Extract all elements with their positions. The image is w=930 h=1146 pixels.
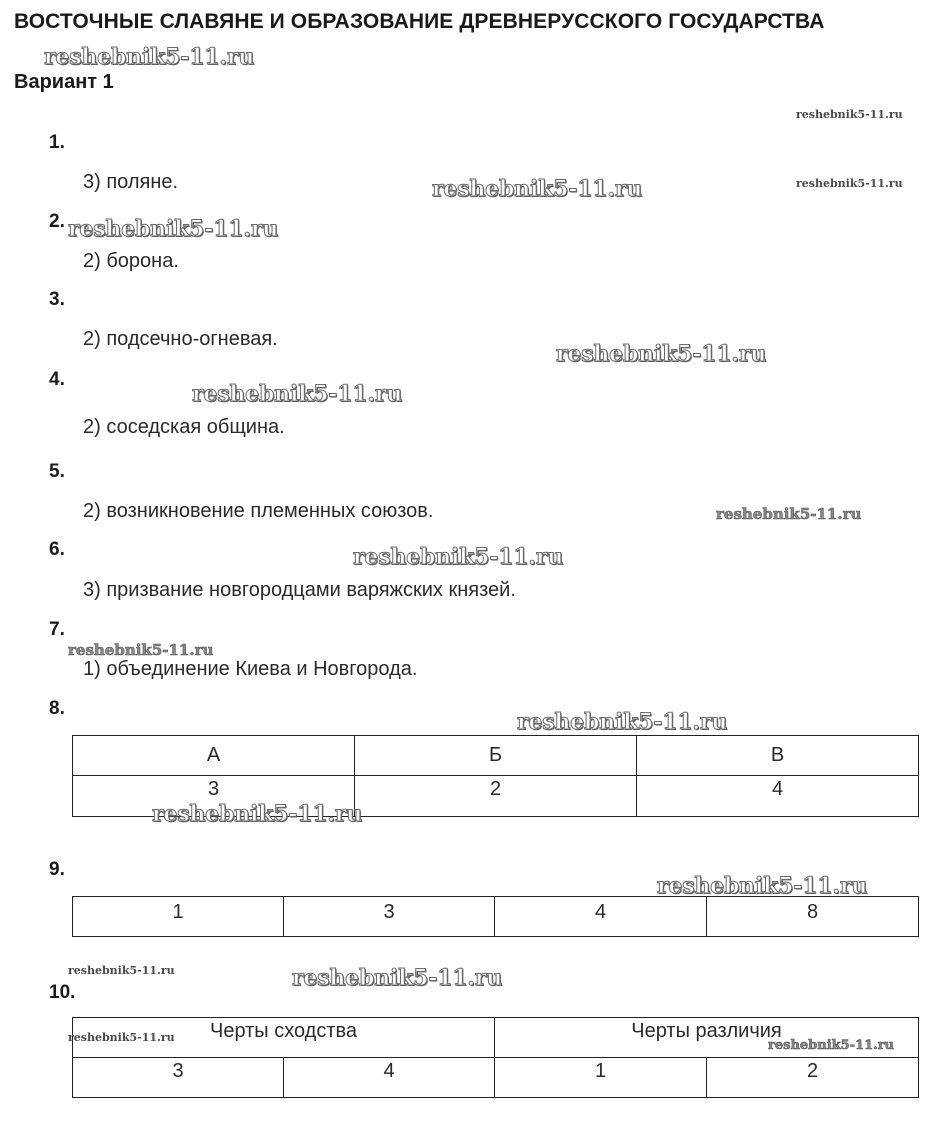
table8-value-b: 2 bbox=[355, 776, 637, 817]
table10-cell: 2 bbox=[707, 1058, 919, 1098]
page-title: ВОСТОЧНЫЕ СЛАВЯНЕ И ОБРАЗОВАНИЕ ДРЕВНЕРУССКОГО ГОСУДАРСТВА bbox=[14, 10, 825, 33]
table10-cell: 3 bbox=[73, 1058, 284, 1098]
question-number-5: 5. bbox=[49, 461, 65, 482]
table9-cell: 4 bbox=[495, 897, 707, 937]
watermark: reshebnik5-11.ru bbox=[517, 709, 728, 735]
table10-header-differences: Черты различия bbox=[495, 1018, 919, 1058]
question-number-9: 9. bbox=[49, 859, 65, 880]
table8-value-a: 3 bbox=[73, 776, 355, 817]
table10-cell: 1 bbox=[495, 1058, 707, 1098]
watermark: reshebnik5-11.ru bbox=[432, 176, 643, 202]
watermark: reshebnik5-11.ru bbox=[192, 381, 403, 407]
watermark: reshebnik5-11.ru bbox=[68, 1031, 175, 1044]
watermark: reshebnik5-11.ru bbox=[716, 505, 862, 523]
watermark: reshebnik5-11.ru bbox=[556, 341, 767, 367]
table8-header-a: А bbox=[73, 736, 355, 776]
question-number-2: 2. bbox=[49, 211, 65, 232]
watermark: reshebnik5-11.ru bbox=[68, 216, 279, 242]
watermark: reshebnik5-11.ru bbox=[44, 44, 255, 70]
table9-cell: 8 bbox=[707, 897, 919, 937]
question-number-6: 6. bbox=[49, 539, 65, 560]
question-number-1: 1. bbox=[49, 132, 65, 153]
answer-table-10 bbox=[72, 1017, 919, 1098]
variant-heading: Вариант 1 bbox=[14, 71, 114, 93]
table8-value-v: 4 bbox=[637, 776, 919, 817]
question-number-8: 8. bbox=[49, 698, 65, 719]
question-number-10: 10. bbox=[49, 982, 76, 1003]
watermark: reshebnik5-11.ru bbox=[657, 873, 868, 899]
table10-cell: 4 bbox=[284, 1058, 495, 1098]
question-number-3: 3. bbox=[49, 289, 65, 310]
watermark: reshebnik5-11.ru bbox=[68, 964, 175, 977]
table8-header-b: Б bbox=[355, 736, 637, 776]
table10-header-similarities: Черты сходства bbox=[73, 1018, 495, 1058]
answer-7: 1) объединение Киева и Новгорода. bbox=[83, 658, 418, 680]
question-number-7: 7. bbox=[49, 619, 65, 640]
question-number-4: 4. bbox=[49, 369, 65, 390]
table9-cell: 1 bbox=[73, 897, 284, 937]
watermark: reshebnik5-11.ru bbox=[796, 177, 903, 190]
answer-3: 2) подсечно-огневая. bbox=[83, 328, 278, 350]
table9-cell: 3 bbox=[284, 897, 495, 937]
answer-table-9 bbox=[72, 896, 919, 937]
watermark: reshebnik5-11.ru bbox=[152, 801, 363, 827]
watermark: reshebnik5-11.ru bbox=[353, 544, 564, 570]
answer-2: 2) борона. bbox=[83, 250, 179, 272]
watermark: reshebnik5-11.ru bbox=[768, 1038, 895, 1053]
answer-4: 2) соседская община. bbox=[83, 416, 285, 438]
answer-6: 3) призвание новгородцами варяжских князей. bbox=[83, 579, 516, 601]
answer-5: 2) возникновение племенных союзов. bbox=[83, 500, 434, 522]
watermark: reshebnik5-11.ru bbox=[68, 641, 214, 659]
table8-header-v: В bbox=[637, 736, 919, 776]
answer-1: 3) поляне. bbox=[83, 171, 179, 193]
watermark: reshebnik5-11.ru bbox=[796, 108, 903, 121]
watermark: reshebnik5-11.ru bbox=[292, 965, 503, 991]
